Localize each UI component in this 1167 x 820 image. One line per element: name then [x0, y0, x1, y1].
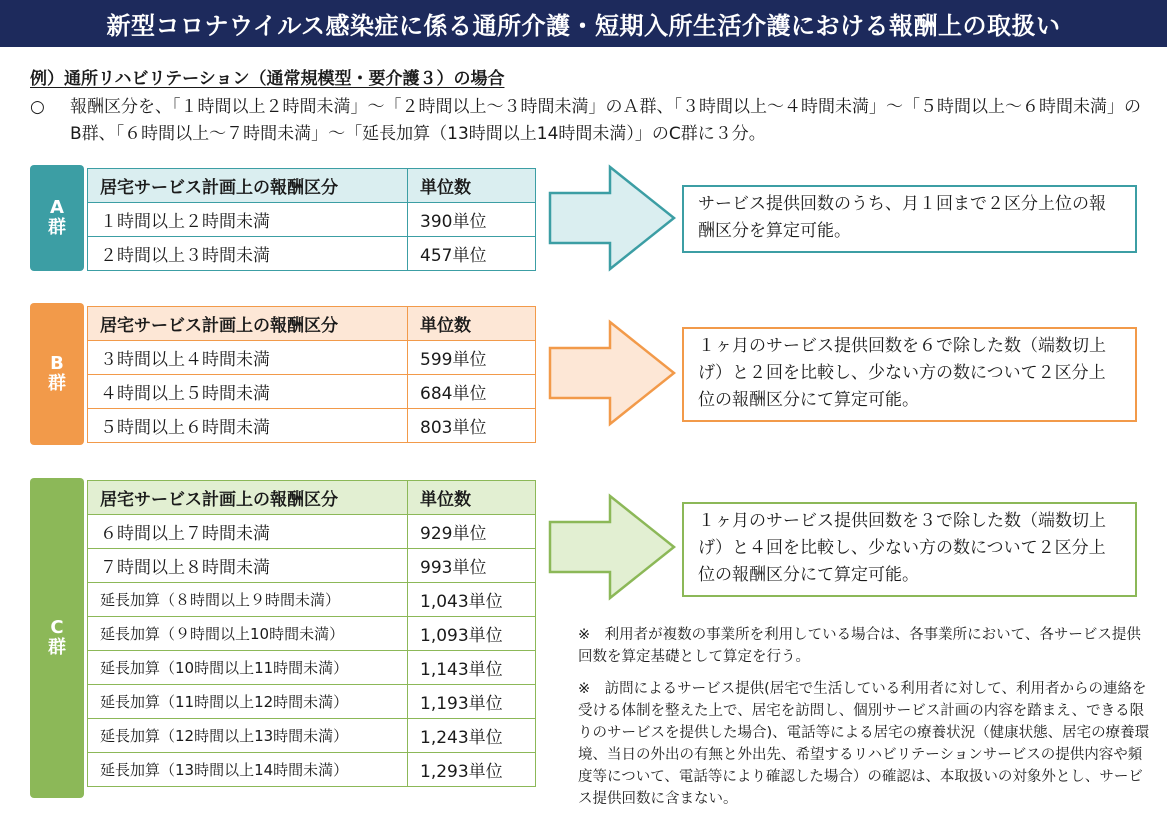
row-category: ５時間以上６時間未満: [88, 409, 408, 443]
footnotes: [578, 624, 1153, 820]
group-b-table: [87, 306, 536, 443]
row-category: ７時間以上８時間未満: [88, 549, 408, 583]
table-row: [88, 203, 536, 237]
row-category: １時間以上２時間未満: [88, 203, 408, 237]
intro-paragraph: [30, 94, 1150, 148]
row-category: 延長加算（９時間以上10時間未満）: [88, 617, 408, 651]
row-units: 1,043単位: [408, 583, 536, 617]
page-title: 新型コロナウイルス感染症に係る通所介護・短期入所生活介護における報酬上の取扱い: [0, 0, 1167, 47]
table-row: [88, 719, 536, 753]
row-category: ６時間以上７時間未満: [88, 515, 408, 549]
table-header-row: [88, 169, 536, 203]
table-row: [88, 617, 536, 651]
example-subtitle: 例）通所リハビリテーション（通常規模型・要介護３）の場合: [30, 69, 505, 89]
row-category: 延長加算（10時間以上11時間未満）: [88, 651, 408, 685]
row-category: ３時間以上４時間未満: [88, 341, 408, 375]
row-units: 684単位: [408, 375, 536, 409]
header-category: 居宅サービス計画上の報酬区分: [88, 307, 408, 341]
group-a-table: [87, 168, 536, 271]
group-a-label: [30, 165, 84, 271]
group-a-note: サービス提供回数のうち、月１回まで２区分上位の報酬区分を算定可能。: [682, 185, 1137, 253]
header-units: 単位数: [408, 481, 536, 515]
table-row: [88, 583, 536, 617]
group-c-arrow-icon: [548, 492, 678, 602]
header-units: 単位数: [408, 307, 536, 341]
row-category: ４時間以上５時間未満: [88, 375, 408, 409]
table-header-row: [88, 307, 536, 341]
table-row: [88, 651, 536, 685]
row-units: 390単位: [408, 203, 536, 237]
row-units: 1,243単位: [408, 719, 536, 753]
row-units: 1,093単位: [408, 617, 536, 651]
row-category: ２時間以上３時間未満: [88, 237, 408, 271]
row-units: 1,193単位: [408, 685, 536, 719]
table-row: [88, 753, 536, 787]
table-row: [88, 549, 536, 583]
footnote: ※ 訪問によるサービス提供(居宅で生活している利用者に対して、利用者からの連絡を受ける体制を整えた上で、居宅を訪問し、個別サービス計画の内容を踏まえ、できる限りのサービスを提供した場合)、電話等による居宅の療養状況（健康状態、居宅の療養環境、当日の外出の有無と外出先、希望するリハビリテーションサービスの提供内容や頻度等について、電話等により確認した場合）の確認は、本取扱いの対象外とし、サービス提供回数に含まない。: [578, 681, 1150, 807]
table-row: [88, 515, 536, 549]
row-category: 延長加算（13時間以上14時間未満）: [88, 753, 408, 787]
group-a-letter: A: [50, 197, 64, 218]
table-row: [88, 409, 536, 443]
row-units: 599単位: [408, 341, 536, 375]
header-category: 居宅サービス計画上の報酬区分: [88, 481, 408, 515]
row-category: 延長加算（12時間以上13時間未満）: [88, 719, 408, 753]
intro-text: 報酬区分を、「１時間以上２時間未満」～「２時間以上～３時間未満」のＡ群、「３時間以上～４時間未満」～「５時間以上～６時間未満」のB群、「６時間以上～７時間未満」～「延長加算（13時間以上14時間未満）」のC群に３分。: [70, 97, 1141, 144]
header-category: 居宅サービス計画上の報酬区分: [88, 169, 408, 203]
row-category: 延長加算（11時間以上12時間未満）: [88, 685, 408, 719]
footnote: ※ 利用者が複数の事業所を利用している場合は、各事業所において、各サービス提供回数を算定基礎として算定を行う。: [578, 627, 1141, 665]
group-a-suffix: 群: [48, 217, 66, 238]
group-c-label: [30, 478, 84, 798]
group-b-label: [30, 303, 84, 445]
group-b-suffix: 群: [48, 373, 66, 394]
row-units: 457単位: [408, 237, 536, 271]
group-c-table: [87, 480, 536, 787]
row-units: 993単位: [408, 549, 536, 583]
bullet-icon: ○: [30, 97, 45, 117]
row-category: 延長加算（８時間以上９時間未満）: [88, 583, 408, 617]
table-row: [88, 375, 536, 409]
row-units: 1,143単位: [408, 651, 536, 685]
table-row: [88, 685, 536, 719]
group-c-suffix: 群: [48, 637, 66, 658]
group-b-arrow-icon: [548, 318, 678, 428]
group-b-letter: B: [50, 353, 64, 374]
group-c-letter: C: [50, 617, 64, 638]
table-row: [88, 237, 536, 271]
row-units: 929単位: [408, 515, 536, 549]
group-a-arrow-icon: [548, 163, 678, 273]
group-b-note: １ヶ月のサービス提供回数を６で除した数（端数切上げ）と２回を比較し、少ない方の数について２区分上位の報酬区分にて算定可能。: [682, 327, 1137, 422]
table-row: [88, 341, 536, 375]
header-units: 単位数: [408, 169, 536, 203]
row-units: 803単位: [408, 409, 536, 443]
table-header-row: [88, 481, 536, 515]
group-c-note: １ヶ月のサービス提供回数を３で除した数（端数切上げ）と４回を比較し、少ない方の数について２区分上位の報酬区分にて算定可能。: [682, 502, 1137, 597]
row-units: 1,293単位: [408, 753, 536, 787]
